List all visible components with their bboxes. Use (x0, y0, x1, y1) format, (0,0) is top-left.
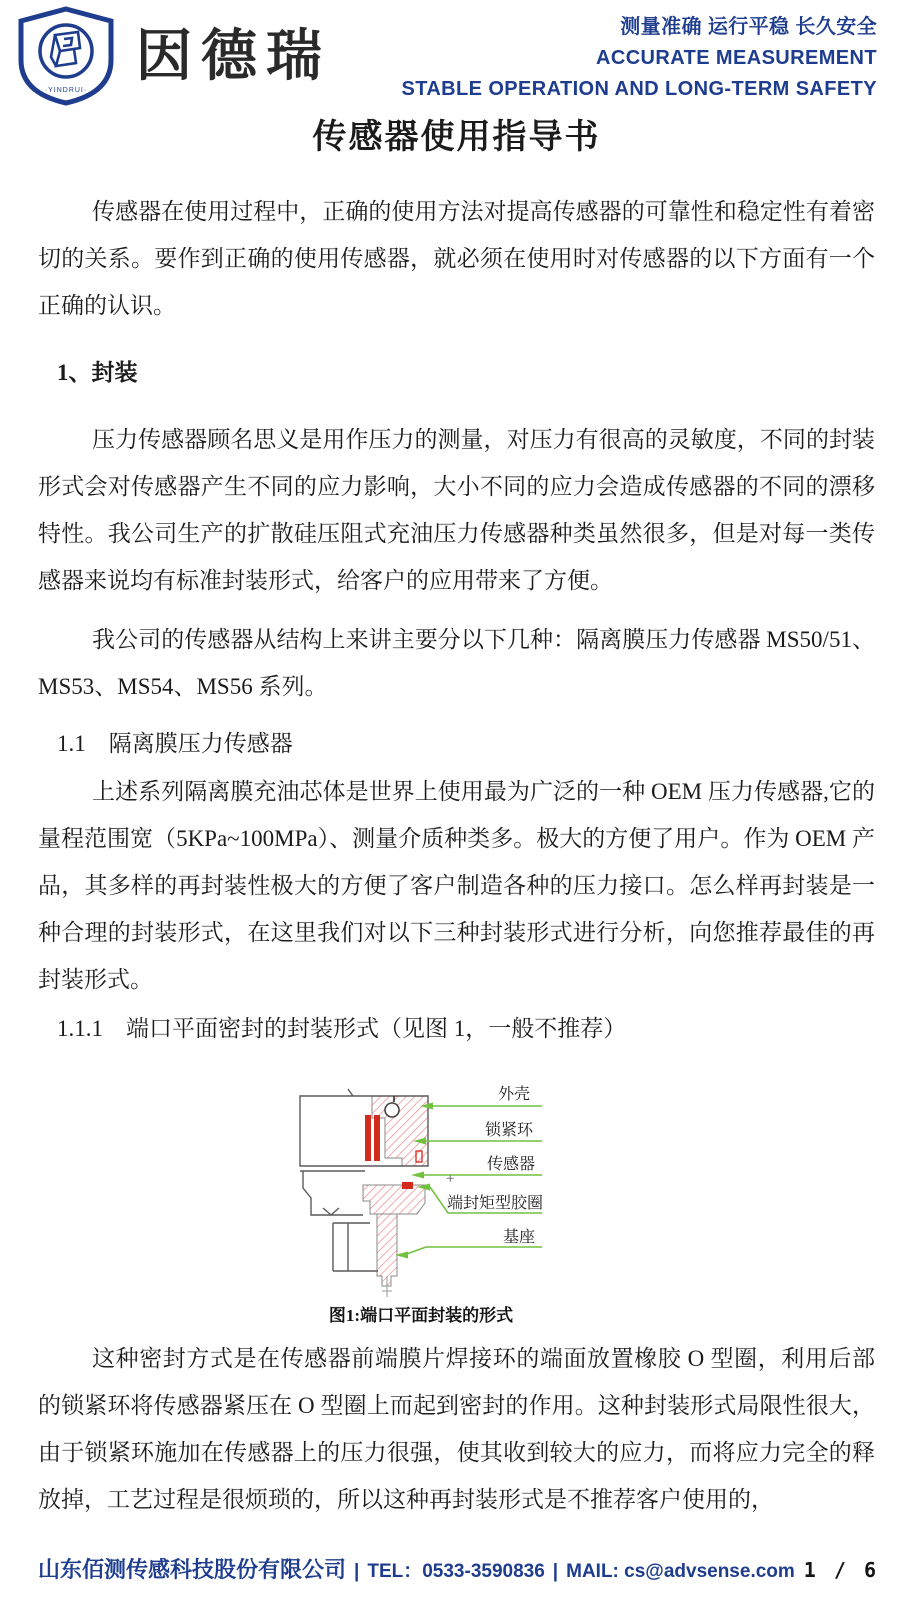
slogan-chinese: 测量准确 运行平稳 长久安全 (620, 16, 877, 38)
page-footer (38, 1553, 879, 1584)
company-logo-shield-icon (14, 6, 118, 106)
plus-mark: + (446, 1171, 455, 1187)
page-header (14, 6, 877, 106)
figure-1-diagram (290, 1051, 552, 1299)
figure-1 (290, 1051, 552, 1326)
slogan-english-1: ACCURATE MEASUREMENT (596, 47, 877, 69)
document-title: 传感器使用指导书 (312, 119, 601, 156)
section-1-paragraph-1: 压力传感器顾名思义是用作压力的测量，对压力有很高的灵敏度，不同的封装形式会对传感器产生不同的应力影响，大小不同的应力会造成传感器的不同的漂移特性。我公司生产的扩散硅压阻式充油压力传感器种类虽然很多，但是对每一类传感器来说均有标准封装形式，给客户的应用带来了方便。 (38, 427, 875, 593)
footer-contact-line (38, 1553, 795, 1584)
logo-badge-text: ·YINDRUI· (44, 87, 88, 94)
figure-labels (446, 1085, 543, 1246)
footer-telephone: TEL：0533-3590836 (367, 1561, 545, 1582)
slogan-english-2: STABLE OPERATION AND LONG-TERM SAFETY (401, 78, 877, 100)
section-1-1-1-heading: 1.1.1 端口平面密封的封装形式（见图 1，一般不推荐） (57, 1016, 627, 1041)
page-indicator: 1 / 6 (803, 1558, 879, 1582)
figure-label-housing: 外壳 (498, 1086, 531, 1103)
company-name: 山东佰测传感科技股份有限公司 (38, 1557, 347, 1582)
weld-ring-circle (385, 1103, 399, 1117)
hatched-housing-section (363, 1096, 428, 1286)
footer-email: MAIL: cs@advsense.com (566, 1561, 795, 1582)
figure-label-sensor: 传感器 (487, 1156, 536, 1173)
o-ring-seal (402, 1182, 413, 1189)
intro-paragraph: 传感器在使用过程中，正确的使用方法对提高传感器的可靠性和稳定性有着密切的关系。要作到正确的使用传感器，就必须在使用时对传感器的以下方面有一个正确的认识。 (38, 199, 875, 318)
section-1-1-paragraph: 上述系列隔离膜充油芯体是世界上使用最为广泛的一种 OEM 压力传感器,它的量程范围宽（5KPa~100MPa）、测量介质种类多。极大的方便了用户。作为 OEM 产品，其多样的再封装性极大的方便了客户制造各种的压力接口。怎么样再封装是一种合理的封装形式，在这里我们对以下三种封装形式进行分析，向您推荐最佳的再封装形式。 (38, 779, 875, 992)
figure-1-caption: 图1:端口平面封装的形式 (328, 1306, 514, 1325)
brand-name: 因德瑞 (136, 24, 331, 87)
footer-separator-1: | (354, 1561, 360, 1582)
header-slogans (401, 6, 877, 105)
section-1-1-1-paragraph: 这种密封方式是在传感器前端膜片焊接环的端面放置橡胶 O 型圈，利用后部的锁紧环将传感器紧压在 O 型圈上而起到密封的作用。这种封装形式局限性很大，由于锁紧环施加在传感器上的压力很强，使其收到较大的应力，而将应力完全的释放掉，工艺过程是很烦琐的，所以这种再封装形式是不推荐客户使用的， (38, 1346, 875, 1512)
section-1-paragraph-2: 我公司的传感器从结构上来讲主要分以下几种：隔离膜压力传感器 MS50/51、MS53、MS54、MS56 系列。 (38, 627, 875, 699)
brand-group (14, 6, 331, 106)
footer-separator-2: | (552, 1561, 559, 1582)
section-1-1-heading: 1.1 隔离膜压力传感器 (57, 731, 293, 756)
figure-label-base: 基座 (503, 1229, 536, 1246)
document-content (38, 112, 875, 1542)
figure-label-lock-ring: 锁紧环 (485, 1122, 534, 1139)
figure-label-seal-ring: 端封矩型胶圈 (447, 1195, 544, 1212)
section-1-heading: 1、封装 (57, 360, 138, 385)
